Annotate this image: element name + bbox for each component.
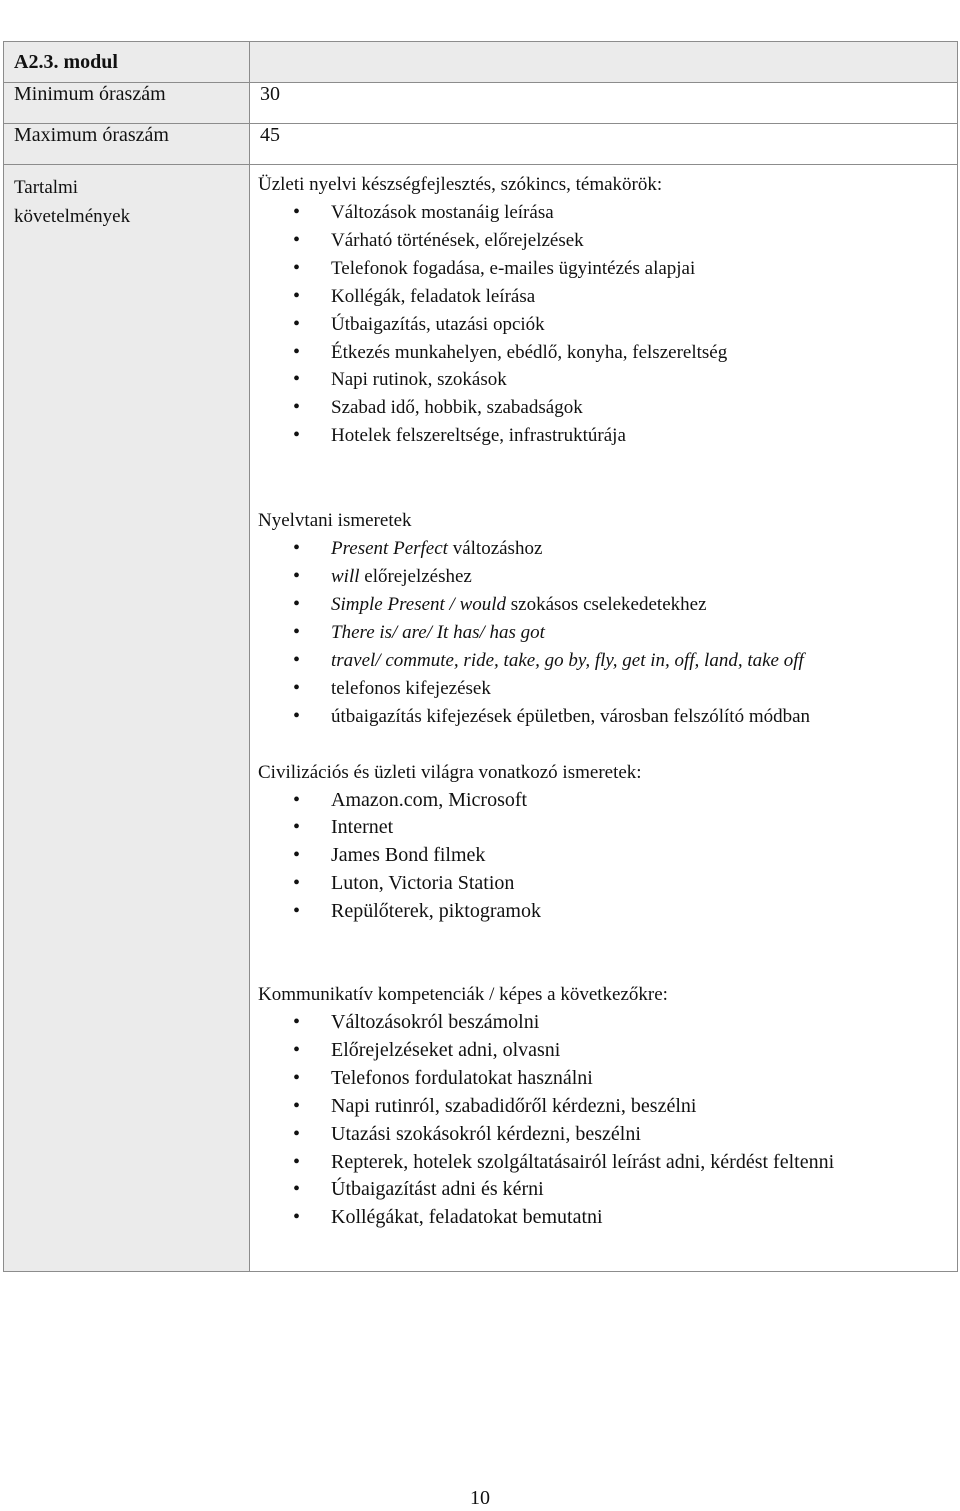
list-item [331,535,947,563]
grammar-title: Nyelvtani ismeretek [258,510,412,532]
list-item: • Kollégák, feladatok leírása [331,283,947,311]
list-item [331,703,947,731]
item-text: útbaigazítás kifejezések épületben, városban felszólító módban [331,705,811,727]
content-row [4,165,958,1272]
italic-term: will [331,566,360,588]
list-item: • Luton, Victoria Station [331,870,947,898]
list-item [331,591,947,619]
max-hours-value: 45 [250,124,958,165]
list-item: • Napi rutinok, szokások [331,366,947,394]
italic-term: travel/ commute, ride, take, go by, fly, get in, off, land, take off [331,649,804,671]
min-hours-row [4,83,958,124]
competence-list [258,1009,947,1232]
page-number: 10 [470,1487,490,1509]
list-item [331,619,947,647]
list-item: • Repterek, hotelek szolgáltatásairól leírást adni, kérdést feltenni [331,1149,947,1177]
module-title-blank [250,42,958,83]
list-item: • Várható történések, előrejelzések [331,227,947,255]
list-item: • Amazon.com, Microsoft [331,787,947,815]
list-item: • Napi rutinról, szabadidőről kérdezni, beszélni [331,1093,947,1121]
list-item: • Előrejelzéseket adni, olvasni [331,1037,947,1065]
content-label-line2: követelmények [14,206,131,227]
list-item: • Telefonos fordulatokat használni [331,1065,947,1093]
max-hours-label: Maximum óraszám [4,124,250,165]
list-item: • Változásokról beszámolni [331,1009,947,1037]
list-item: • Útbaigazítás, utazási opciók [331,311,947,339]
content-requirements-label [4,165,250,1272]
list-item: • Étkezés munkahelyen, ebédlő, konyha, felszereltség [331,339,947,367]
list-item: • James Bond filmek [331,842,947,870]
list-item: • Utazási szokásokról kérdezni, beszélni [331,1121,947,1149]
min-hours-value: 30 [250,83,958,124]
list-item [331,647,947,675]
list-item: • Hotelek felszereltsége, infrastruktúrája [331,422,947,450]
list-item [331,675,947,703]
module-header-row [4,42,958,83]
module-table [3,41,958,1272]
max-hours-row [4,124,958,165]
list-item: • Repülőterek, piktogramok [331,898,947,926]
italic-term: Simple Present / would [331,593,507,615]
italic-term: Present Perfect [331,538,448,560]
business-skills-list [258,199,947,450]
item-text: szokásos cselekedetekhez [506,593,707,615]
item-text: előrejelzéshez [359,566,472,588]
content-requirements [250,165,958,1272]
list-item: • Szabad idő, hobbik, szabadságok [331,394,947,422]
min-hours-label: Minimum óraszám [4,83,250,124]
list-item [331,563,947,591]
business-skills-title: Üzleti nyelvi készségfejlesztés, szókincs, témakörök: [258,174,663,195]
list-item: • Internet [331,814,947,842]
content-label-line1: Tartalmi [14,177,79,198]
italic-term: There is/ are/ It has/ has got [331,621,545,643]
item-text: változáshoz [447,538,543,560]
list-item: • Változások mostanáig leírása [331,199,947,227]
list-item: • Útbaigazítást adni és kérni [331,1176,947,1204]
list-item: • Telefonok fogadása, e-mailes ügyintézés alapjai [331,255,947,283]
competence-title: Kommunikatív kompetenciák / képes a következőkre: [258,984,668,1006]
item-text: telefonos kifejezések [331,677,491,699]
grammar-list [258,535,947,730]
module-title: A2.3. modul [4,42,250,83]
civilization-list [258,787,947,927]
list-item: • Kollégákat, feladatokat bemutatni [331,1204,947,1232]
civilization-title: Civilizációs és üzleti világra vonatkozó ismeretek: [258,761,642,783]
